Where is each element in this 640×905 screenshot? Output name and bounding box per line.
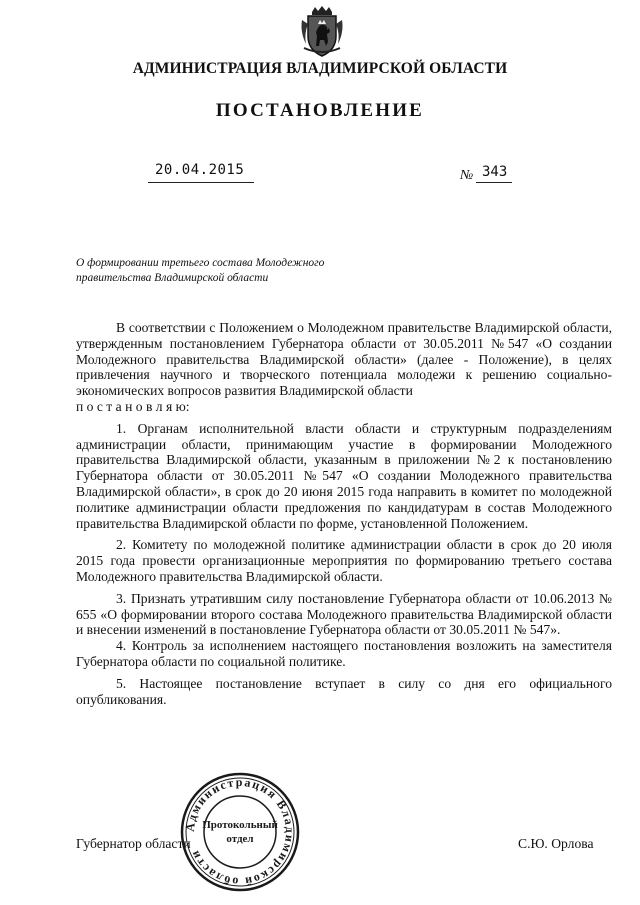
- signatory-name: С.Ю. Орлова: [518, 836, 594, 851]
- preamble-paragraph: В соответствии с Положением о Молодежном правительстве Владимирской области, утвержденным постановлением Губернатора области от 30.05.2011 №547 «О создании Молодежного правительства Владимирской области» (далее - Положение), в целях привлечения научного и творческого потенциала молодежи к решению социально-экономических вопросов развития Владимирской области: [76, 320, 612, 399]
- resolve-line: п о с т а н о в л я ю:: [76, 398, 190, 414]
- organization-name: АДМИНИСТРАЦИЯ ВЛАДИМИРСКОЙ ОБЛАСТИ: [132, 60, 508, 77]
- official-stamp: [178, 770, 302, 894]
- date-underline: [148, 182, 254, 183]
- document-subject: [76, 256, 376, 286]
- document-body: [76, 320, 612, 707]
- stamp-outer-text: Администрация Владимирской области: [182, 774, 298, 890]
- stamp-inner-line: Протокольный: [202, 819, 278, 831]
- document-type: ПОСТАНОВЛЕНИЕ: [215, 100, 425, 121]
- number-underline: [476, 182, 512, 183]
- clause-paragraph: 1. Органам исполнительной власти области и структурным подразделениям администрации области, принимающим участие в формировании Молодежного правительства Владимирской области, указанным в приложении №2 к постановлению Губернатора области от 30.05.2011 №547 «О создании Молодежного правительства Владимирской области», в срок до 20 июня 2015 года направить в комитет по молодежной политике администрации области предложения по кандидатурам в состав Молодежного правительства Владимирской области по форме, установленной Положением.: [76, 420, 612, 531]
- clause-paragraph: 3. Признать утратившим силу постановление Губернатора области от 10.06.2013 № 655 «О формировании второго состава Молодежного правительства Владимирской области и внесении изменений в постановление Губернатора области от 30.05.2011 № 547».: [76, 590, 612, 638]
- coat-of-arms-icon: [298, 6, 346, 58]
- subject-line: правительства Владимирской области: [76, 272, 269, 284]
- signatory-title: Губернатор области: [76, 836, 191, 851]
- document-date: 20.04.2015: [155, 162, 245, 178]
- clause-paragraph: 2. Комитету по молодежной политике администрации области в срок до 20 июля 2015 года провести организационные мероприятия по формированию третьего состава Молодежного правительства Владимирской области.: [76, 537, 612, 584]
- stamp-inner-line: отдел: [226, 833, 254, 845]
- subject-line: О формировании третьего состава Молодежного: [76, 257, 325, 269]
- clause-paragraph: 5. Настоящее постановление вступает в силу со дня его официального опубликования.: [76, 675, 612, 707]
- clause-paragraph: 4. Контроль за исполнением настоящего постановления возложить на заместителя Губернатора области по социальной политике.: [76, 638, 612, 669]
- number-label: №: [460, 168, 474, 183]
- document-number: 343: [482, 164, 508, 180]
